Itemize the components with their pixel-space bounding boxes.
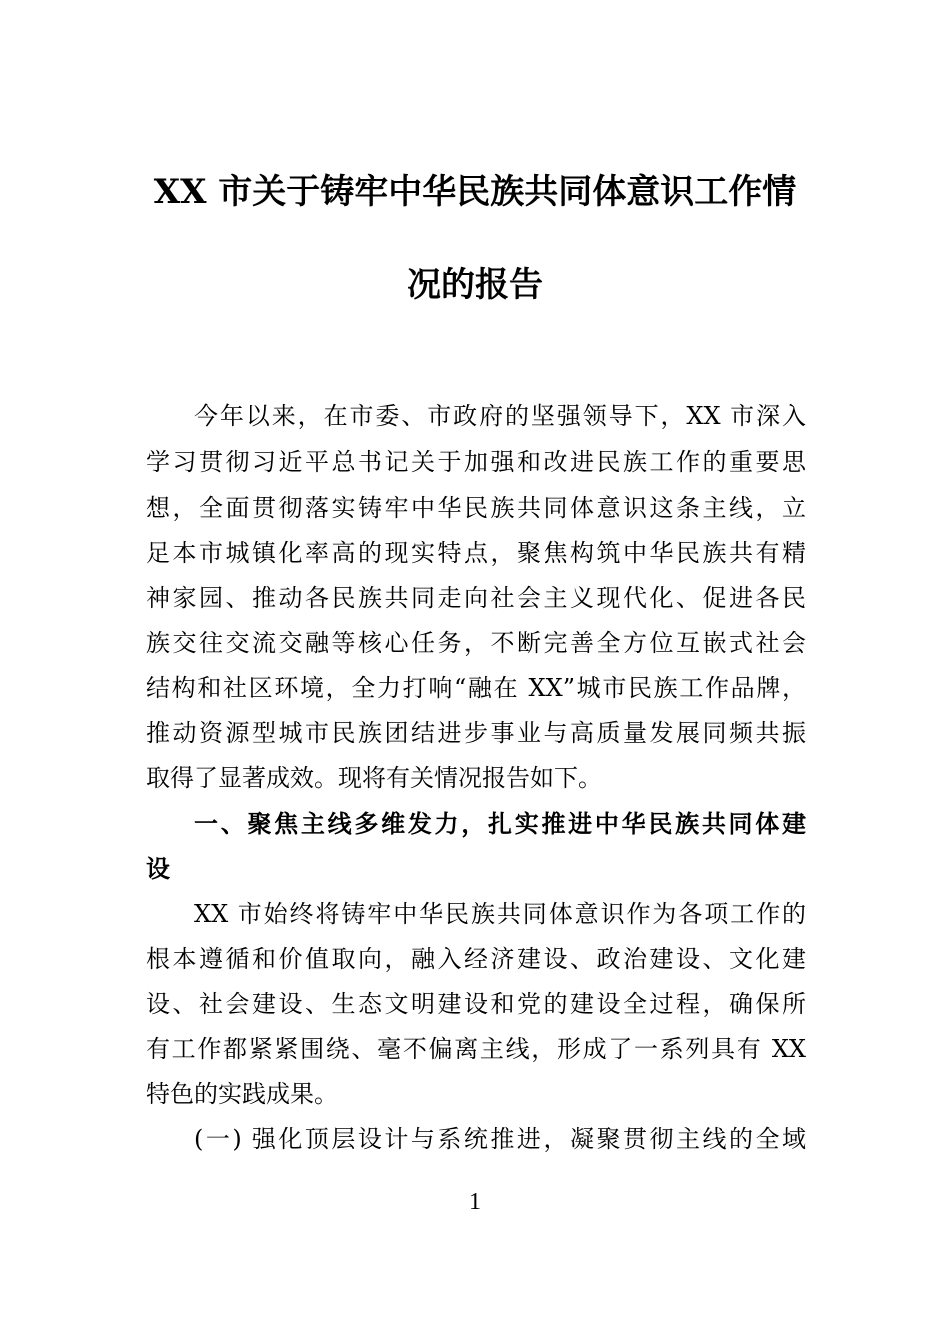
section-heading-line: 一、聚焦主线多维发力，扎实推进中华民族共同体建 — [194, 810, 806, 838]
intro-paragraph-line: 今年以来，在市委、市政府的坚强领导下，XX 市深入 — [194, 402, 806, 430]
document-title-line-2: 况的报告 — [407, 265, 543, 305]
intro-paragraph-line: 取得了显著成效。现将有关情况报告如下。 — [146, 764, 602, 792]
subsection-heading-line: (一) 强化顶层设计与系统推进，凝聚贯彻主线的全域 — [194, 1125, 806, 1153]
intro-paragraph-line: 族交往交流交融等核心任务，不断完善全方位互嵌式社会 — [146, 629, 806, 657]
section-heading-line: 设 — [146, 855, 170, 883]
page-number: 1 — [469, 1189, 481, 1215]
intro-paragraph-line: 结构和社区环境，全力打响“融在 XX”城市民族工作品牌， — [146, 674, 806, 702]
intro-paragraph-line: 神家园、推动各民族共同走向社会主义现代化、促进各民 — [146, 584, 806, 612]
section-paragraph-line: 特色的实践成果。 — [146, 1080, 338, 1108]
document-title-line-1: XX 市关于铸牢中华民族共同体意识工作情 — [153, 172, 797, 212]
section-paragraph-line: XX 市始终将铸牢中华民族共同体意识作为各项工作的 — [194, 900, 806, 928]
section-paragraph-line: 有工作都紧紧围绕、毫不偏离主线，形成了一系列具有 XX — [146, 1035, 806, 1063]
intro-paragraph-line: 推动资源型城市民族团结进步事业与高质量发展同频共振 — [146, 719, 806, 747]
intro-paragraph-line: 学习贯彻习近平总书记关于加强和改进民族工作的重要思 — [146, 448, 806, 476]
intro-paragraph-line: 足本市城镇化率高的现实特点，聚焦构筑中华民族共有精 — [146, 539, 806, 567]
intro-paragraph-line: 想，全面贯彻落实铸牢中华民族共同体意识这条主线，立 — [146, 494, 806, 522]
section-paragraph-line: 设、社会建设、生态文明建设和党的建设全过程，确保所 — [146, 990, 806, 1018]
section-paragraph-line: 根本遵循和价值取向，融入经济建设、政治建设、文化建 — [146, 945, 806, 973]
